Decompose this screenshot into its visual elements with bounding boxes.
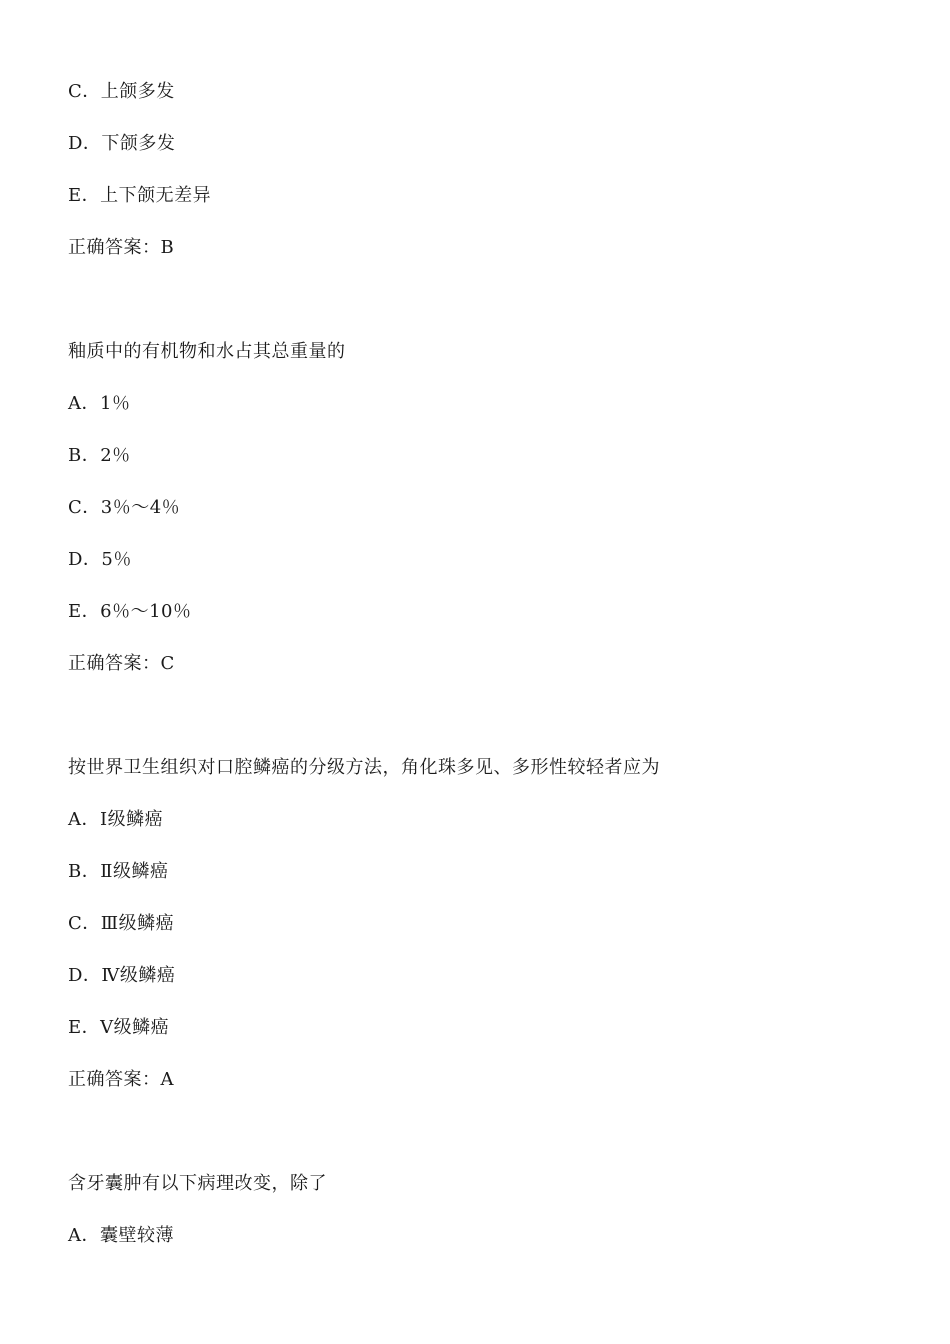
q1-option-c: C．上颌多发 xyxy=(68,81,175,102)
q2-option-b: B．2％ xyxy=(68,445,131,466)
q2-option-e: E．6％～10％ xyxy=(68,601,192,622)
q3-option-a: A．Ⅰ级鳞癌 xyxy=(68,809,164,830)
q2-option-c: C．3％～4％ xyxy=(68,497,181,518)
q2-question: 釉质中的有机物和水占其总重量的 xyxy=(68,341,346,362)
q3-option-e: E．Ⅴ级鳞癌 xyxy=(68,1017,170,1038)
q1-answer: 正确答案：B xyxy=(68,237,175,258)
q4-question: 含牙囊肿有以下病理改变，除了 xyxy=(68,1173,327,1194)
q3-option-c: C．Ⅲ级鳞癌 xyxy=(68,913,175,934)
q3-question: 按世界卫生组织对口腔鳞癌的分级方法，角化珠多见、多形性较轻者应为 xyxy=(68,757,660,778)
q3-answer: 正确答案：A xyxy=(68,1069,174,1090)
q3-option-d: D．Ⅳ级鳞癌 xyxy=(68,965,176,986)
q1-option-d: D．下颌多发 xyxy=(68,133,176,154)
q3-option-b: B．Ⅱ级鳞癌 xyxy=(68,861,169,882)
q4-option-a: A．囊壁较薄 xyxy=(68,1225,174,1246)
q2-answer: 正确答案：C xyxy=(68,653,175,674)
q2-option-a: A．1％ xyxy=(68,393,131,414)
q2-option-d: D．5％ xyxy=(68,549,132,570)
q1-option-e: E．上下颌无差异 xyxy=(68,185,212,206)
